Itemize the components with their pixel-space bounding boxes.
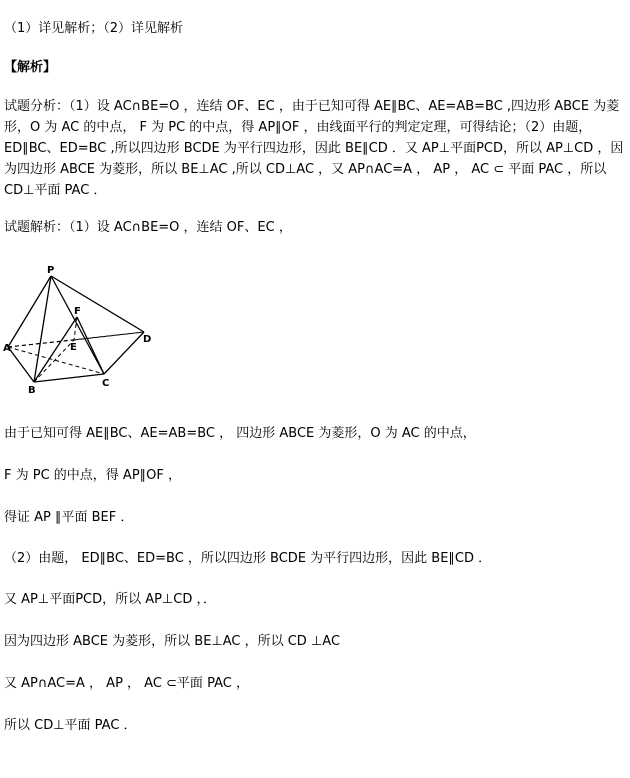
label-F: F bbox=[74, 306, 81, 317]
section-title: 【解析】 bbox=[4, 60, 57, 75]
step-4: （2）由题， ED∥BC、ED=BC ，所以四边形 BCDE 为平行四边形，因此 BE∥CD ． bbox=[4, 551, 492, 566]
step-8: 所以 CD⊥平面 PAC ． bbox=[4, 718, 137, 733]
label-C: C bbox=[102, 378, 110, 389]
pyramid-figure bbox=[3, 262, 154, 396]
analysis-paragraph: 试题分析：（1）设 AC∩BE=O ，连结 OF、EC ，由于已知可得 AE∥BC、AE=AB=BC ,四边形 ABCE 为菱形，O 为 AC 的中点， F 为 PC 的中点，得 AP∥OF ，由线面平行的判定定理，可得结论；（2）由题，ED∥BC、ED=BC ,所以四边形 BCDE 为平行四边形，因此 BE∥CD ．又 AP⊥平面PCD，所以 AP⊥CD ，因为四边形 ABCE 为菱形，所以 BE⊥AC ,所以 CD⊥AC ，又 AP∩AC=A ， AP ， AC ⊂ 平面 PAC ，所以 CD⊥平面 PAC ． bbox=[4, 99, 624, 198]
step-3: 得证 AP ∥平面 BEF ． bbox=[4, 510, 134, 525]
step-5: 又 AP⊥平面PCD，所以 AP⊥CD ，． bbox=[4, 592, 217, 607]
answer-line: （1）详见解析；（2）详见解析 bbox=[4, 21, 184, 36]
step-6: 因为四边形 ABCE 为菱形，所以 BE⊥AC ，所以 CD ⊥AC bbox=[4, 634, 341, 649]
step-1: 由于已知可得 AE∥BC、AE=AB=BC ， 四边形 ABCE 为菱形，O 为 AC 的中点， bbox=[4, 426, 476, 441]
label-D: D bbox=[143, 334, 152, 345]
label-B: B bbox=[28, 385, 36, 396]
step-2: F 为 PC 的中点，得 AP∥OF ， bbox=[4, 468, 181, 483]
label-E: E bbox=[70, 342, 77, 353]
step-7: 又 AP∩AC=A ， AP ， AC ⊂平面 PAC ， bbox=[4, 676, 249, 691]
solution-intro: 试题解析：（1）设 AC∩BE=O ，连结 OF、EC ， bbox=[4, 220, 292, 235]
label-P: P bbox=[47, 265, 55, 276]
label-A: A bbox=[3, 343, 11, 354]
